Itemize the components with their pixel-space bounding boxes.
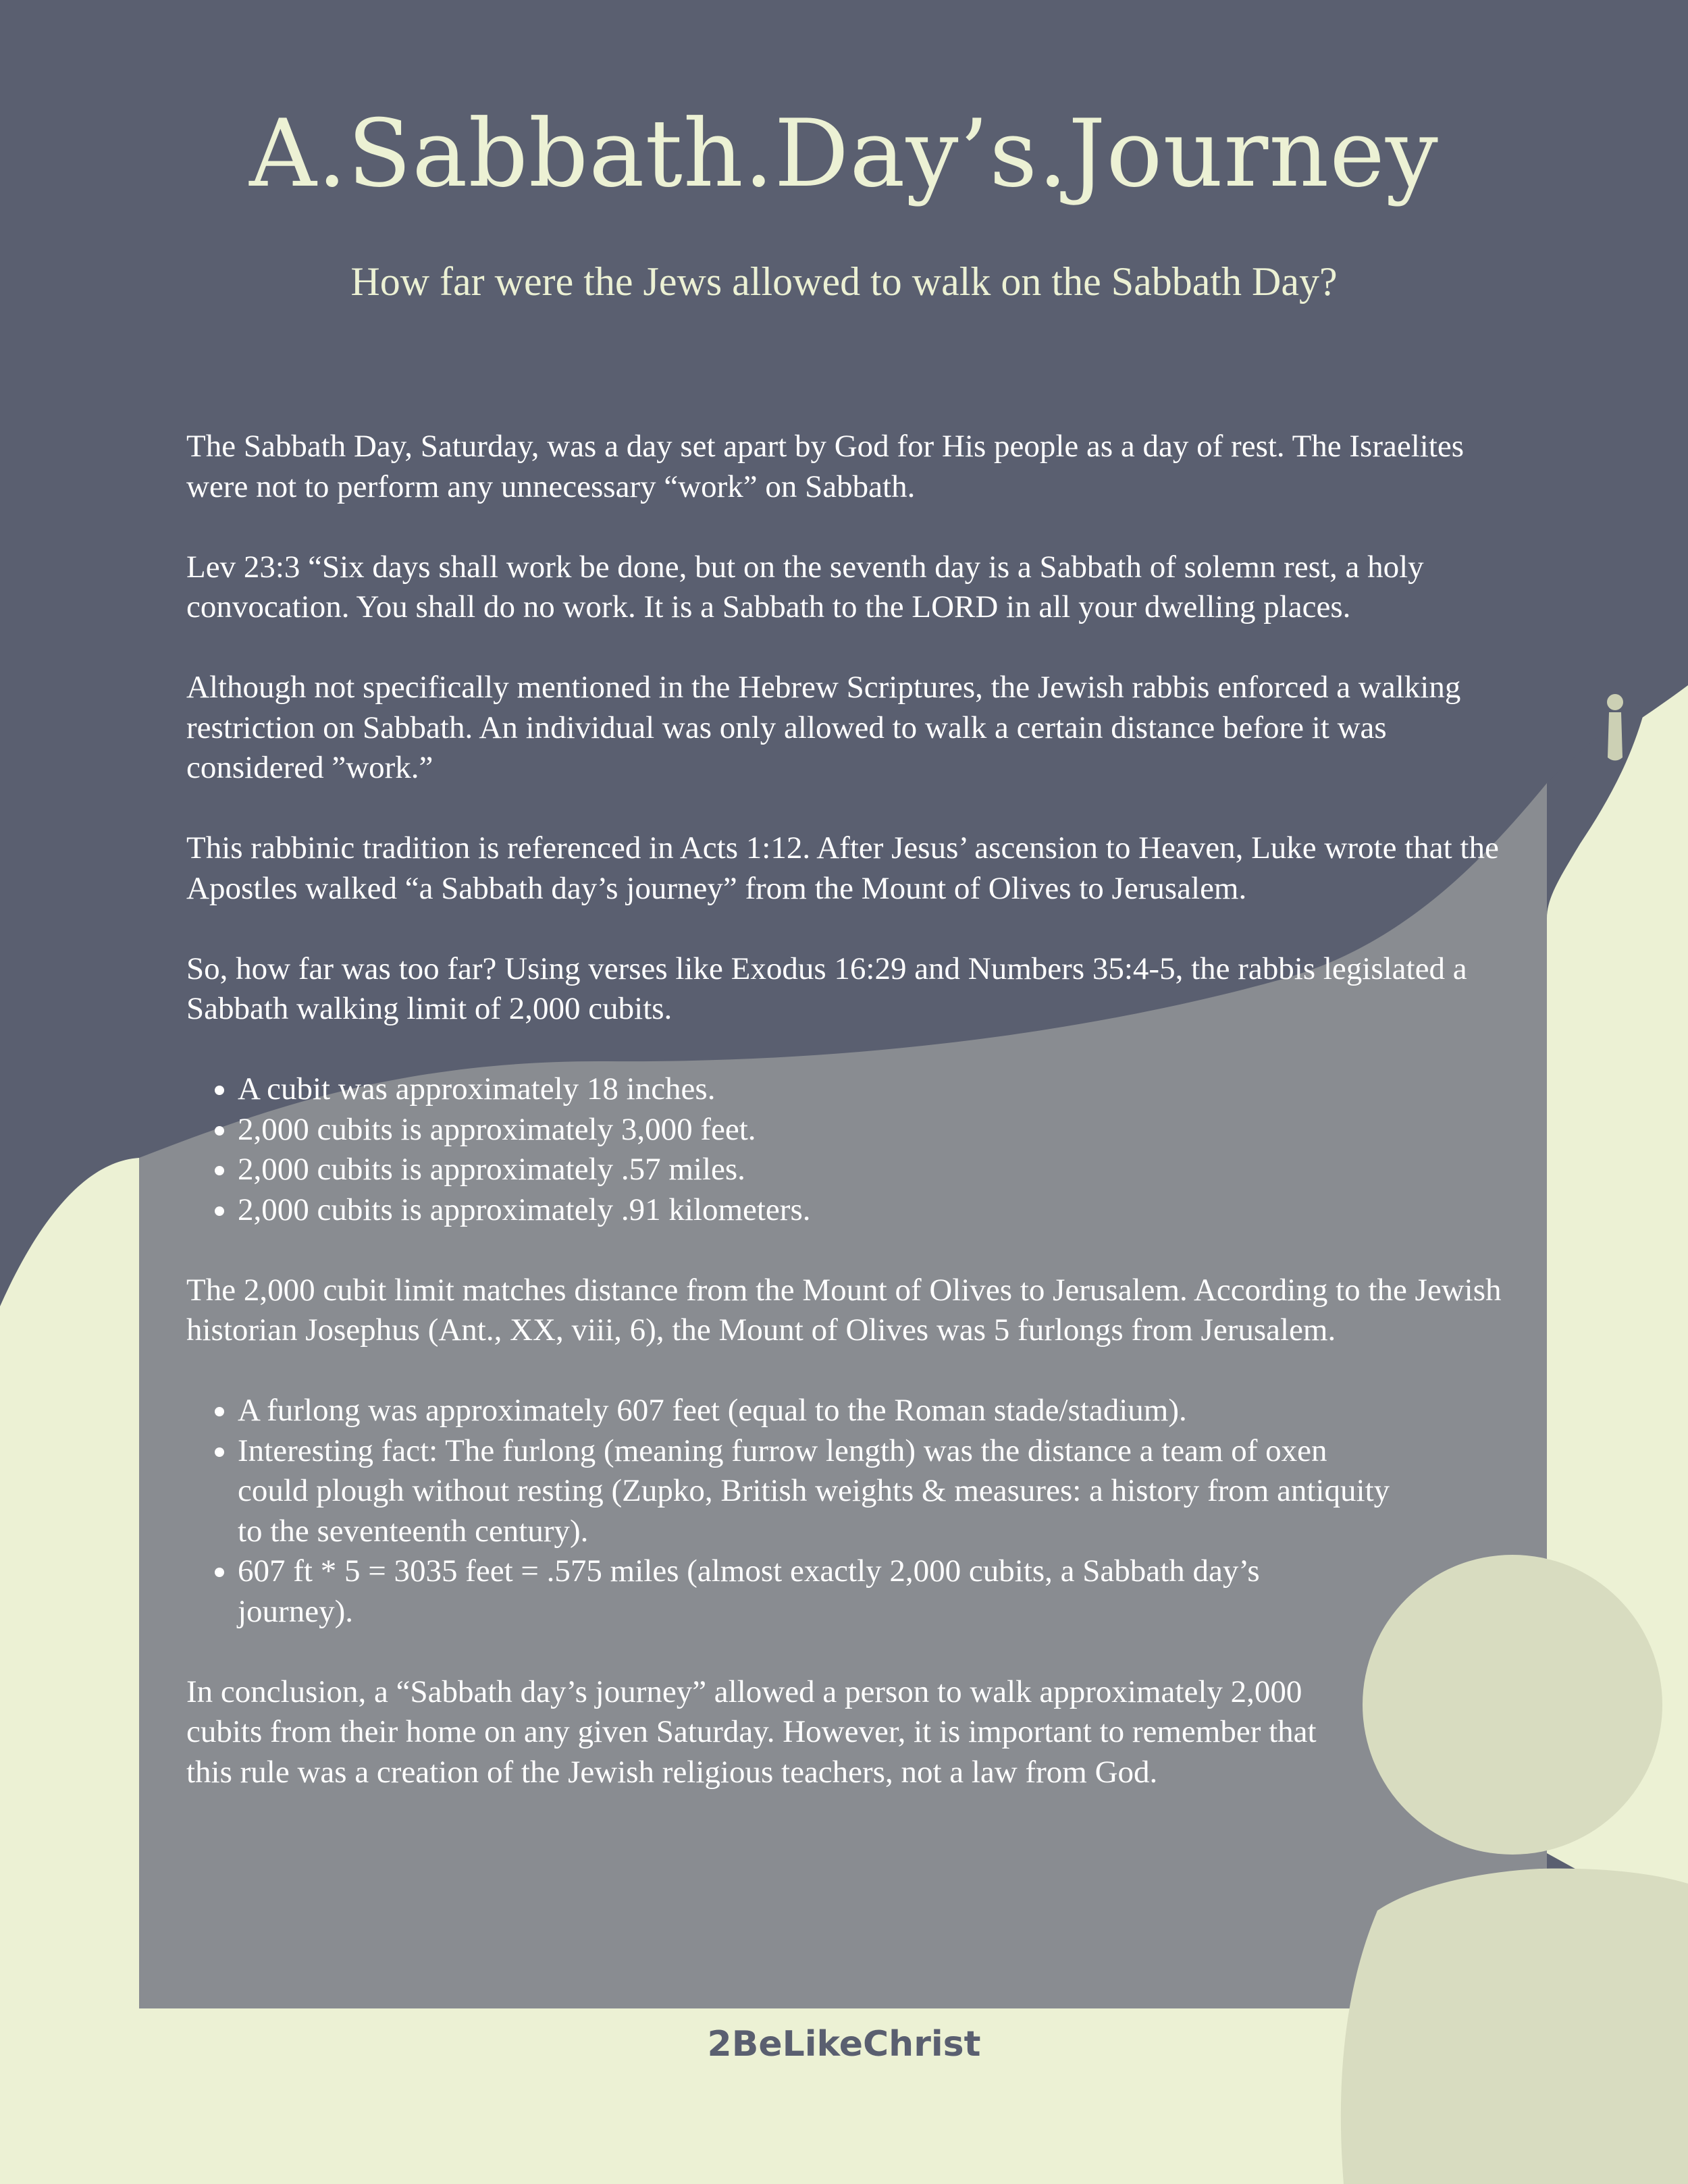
scripture-paragraph: Lev 23:3 “Six days shall work be done, but on the seventh day is a Sabbath of solemn rest, a holy convocation. You shall do no work. It is a Sabbath to the LORD in all your dwelling places. [186, 549, 1424, 624]
limit-paragraph: So, how far was too far? Using verses like Exodus 16:29 and Numbers 35:4-5, the rabbis legislated a Sabbath walking limit of 2,000 cubits. [186, 951, 1467, 1026]
list-item: • 2,000 cubits is approximately .91 kilometers. [238, 1190, 1523, 1231]
acts-paragraph: This rabbinic tradition is referenced in Acts 1:12. After Jesus’ ascension to Heaven, Luke wrote that the Apostles walked “a Sabbath day’s journey” from the Mount of Olives to Jerusalem. [186, 830, 1499, 906]
tiny-figure-head [1607, 694, 1623, 710]
tiny-figure-body [1608, 712, 1623, 761]
list-item: • Interesting fact: The furlong (meaning furrow length) was the distance a team of oxen could plough without resting (Zupko, British weights & measures: a history from antiquity to the seventeenth century). [238, 1431, 1399, 1552]
list-item: • 2,000 cubits is approximately 3,000 feet. [238, 1110, 1523, 1150]
article-body [186, 427, 1523, 1792]
cubit-list [186, 1069, 1523, 1230]
list-item: • 2,000 cubits is approximately .57 miles. [238, 1150, 1523, 1190]
list-item: • A cubit was approximately 18 inches. [238, 1069, 1523, 1110]
list-item: • A furlong was approximately 607 feet (equal to the Roman stade/stadium). [238, 1391, 1507, 1431]
furlong-list [186, 1391, 1399, 1632]
brand-footer: 2BeLikeChrist [707, 2024, 981, 2065]
intro-paragraph: The Sabbath Day, Saturday, was a day set apart by God for His people as a day of rest. The Israelites were not to perform any unnecessary “work” on Sabbath. [186, 429, 1465, 504]
conclusion-paragraph: In conclusion, a “Sabbath day’s journey” allowed a person to walk approximately 2,000 cubits from their home on any given Saturday. However, it is important to remember that this rule was a creation of the Jewish religious teachers, not a law from God. [186, 1674, 1317, 1790]
restriction-paragraph: Although not specifically mentioned in the Hebrew Scriptures, the Jewish rabbis enforced a walking restriction on Sabbath. An individual was only allowed to walk a certain distance before it was considered ”work.” [186, 670, 1461, 785]
page-title: A.Sabbath.Day’s.Journey [249, 99, 1439, 208]
josephus-paragraph: The 2,000 cubit limit matches distance from the Mount of Olives to Jerusalem. According to the Jewish historian Josephus (Ant., XX, viii, 6), the Mount of Olives was 5 furlongs from Jerusalem. [186, 1272, 1502, 1348]
list-item: • 607 ft * 5 = 3035 feet = .575 miles (almost exactly 2,000 cubits, a Sabbath day’s journey). [238, 1551, 1304, 1632]
page-subtitle: How far were the Jews allowed to walk on the Sabbath Day? [350, 259, 1338, 304]
